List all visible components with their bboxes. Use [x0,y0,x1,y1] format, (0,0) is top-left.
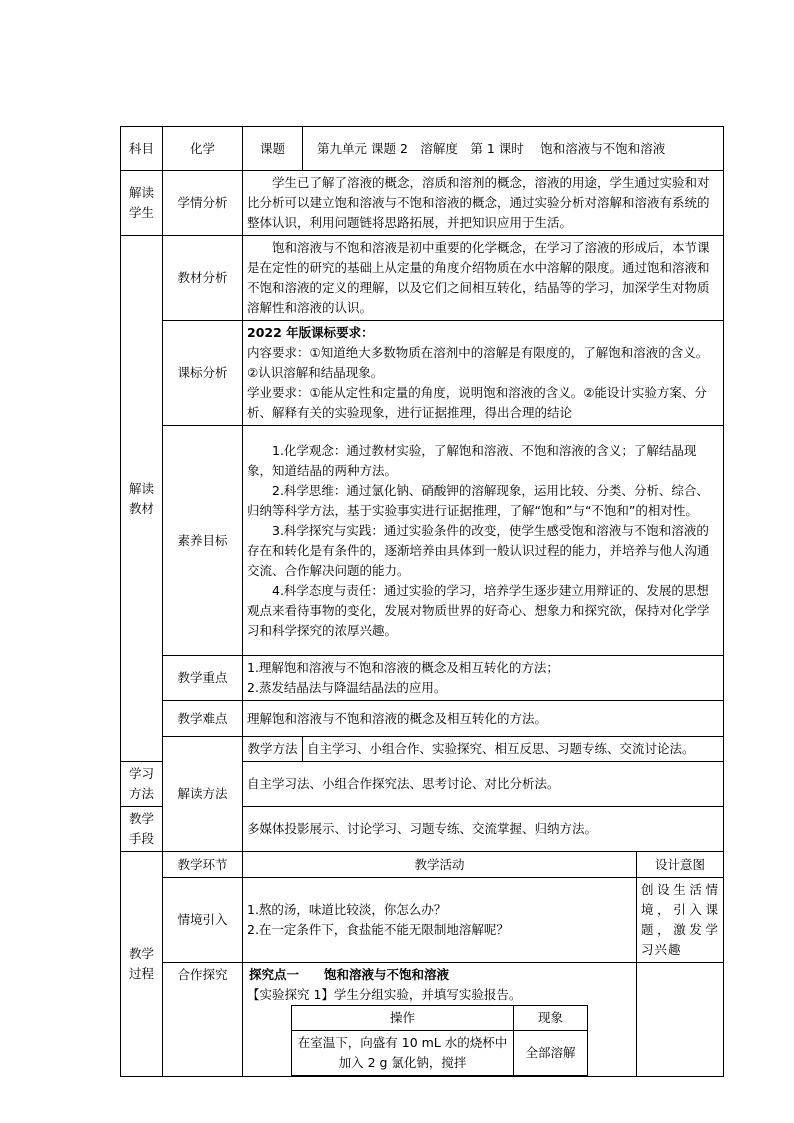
lesson-plan-document [120,126,723,1077]
intro-label: 情境引入 [163,878,243,963]
material-analysis-text: 饱和溶液与不饱和溶液是初中重要的化学概念，在学习了溶液的形成后，本节课是在定性的研究的基础上从定量的角度介绍物质在水中溶解的限度。通过饱和溶液和不饱和溶液的定义的理解，以及它们之间相互转化，结晶等的学习，加深学生对物质溶解性和溶液的认识。 [243,236,724,321]
col-activity: 教学活动 [243,852,637,878]
exp-col-operation: 操作 [292,1006,514,1031]
key-points-row [121,656,724,701]
teach-means-label: 教学手段 [121,807,163,852]
standard-cell [243,321,724,426]
intro-question-1: 1.熬的汤，味道比较淡，你怎么办？ [247,902,447,917]
section-student: 解读学生 [121,171,163,236]
goals-cell [243,426,724,656]
key-points-label: 教学重点 [163,656,243,701]
experiment-row [292,1031,588,1076]
learn-method-label: 学习方法 [121,762,163,807]
subject-value: 化学 [163,127,243,171]
experiment-header-row [292,1006,588,1031]
goal-2: 2.科学思维：通过氯化钠、硝酸钾的溶解现象，运用比较、分类、分析、综合、归纳等科学方法，基于实验事实进行证据推理，了解“饱和”与“不饱和”的相对性。 [247,482,709,518]
goals-label: 素养目标 [163,426,243,656]
difficulty-row [121,701,724,737]
section-process: 教学过程 [121,852,163,1077]
standard-content: 内容要求：①知道绝大多数物质在溶剂中的溶解是有限度的，了解饱和溶液的含义。②认识溶解和结晶现象。 [247,345,709,380]
standard-title: 2022 年版课标要求： [247,325,374,340]
intro-row [121,878,724,963]
col-stage: 教学环节 [163,852,243,878]
explore-title: 探究点一 饱和溶液与不饱和溶液 [249,967,450,982]
standard-label: 课标分析 [163,321,243,426]
key-point-1: 1.理解饱和溶液与不饱和溶液的概念及相互转化的方法； [247,660,559,675]
standard-academic: 学业要求：①能从定性和定量的角度，说明饱和溶液的含义。②能设计实验方案、分析、解释有关的实验现象，进行证据推理，得出合理的结论 [247,385,707,420]
key-point-2: 2.蒸发结晶法与降温结晶法的应用。 [247,680,447,695]
experiment-table [291,1005,588,1076]
goal-1: 1.化学观念：通过教材实验，了解饱和溶液、不饱和溶液的含义；了解结晶现象，知道结晶的两种方法。 [247,442,697,478]
goals-row [121,426,724,656]
difficulty-text: 理解饱和溶液与不饱和溶液的概念及相互转化的方法。 [243,701,724,737]
teach-method-text: 自主学习、小组合作、实验探究、相互反思、习题专练、交流讨论法。 [303,737,724,762]
key-points-cell [243,656,724,701]
teach-method-row [121,737,724,762]
material-analysis-row [121,236,724,321]
exp-col-phenomenon: 现象 [514,1006,588,1031]
standard-row [121,321,724,426]
goal-4: 4.科学态度与责任：通过实验的学习，培养学生逐步建立用辩证的、发展的思想观点来看待事物的变化，发展对物质世界的好奇心、想象力和探究欲，保持对化学学习和科学探究的浓厚兴趣。 [247,582,710,638]
coop-design [637,963,724,1077]
exp-row1-phenomenon: 全部溶解 [514,1031,588,1076]
student-row [121,171,724,236]
topic-label: 课题 [243,127,303,171]
intro-design: 创设生活情境，引入课题，激发学习兴趣 [637,878,724,963]
coop-row [121,963,724,1077]
teach-means-text: 多媒体投影展示、讨论学习、习题专练、交流掌握、归纳方法。 [243,807,724,852]
coop-cell [243,963,637,1077]
header-row [121,127,724,171]
lesson-plan-table [120,126,724,1077]
exp-row1-operation: 在室温下，向盛有 10 mL 水的烧杯中加入 2 g 氯化钠，搅拌 [292,1031,514,1076]
intro-cell [243,878,637,963]
student-analysis-label: 学情分析 [163,171,243,236]
topic-value: 第九单元 课题 2 溶解度 第 1 课时 饱和溶液与不饱和溶液 [303,127,724,171]
difficulty-label: 教学难点 [163,701,243,737]
material-analysis-label: 教材分析 [163,236,243,321]
section-material: 解读教材 [121,236,163,762]
subject-label: 科目 [121,127,163,171]
teach-method-label: 教学方法 [243,737,303,762]
col-design: 设计意图 [637,852,724,878]
goal-3: 3.科学探究与实践：通过实验条件的改变，使学生感受饱和溶液与不饱和溶液的存在和转化是有条件的，逐渐培养由具体到一般认识过程的能力，并培养与他人沟通交流、合作解决问题的能力。 [247,522,710,578]
process-header-row [121,852,724,878]
learn-method-text: 自主学习法、小组合作探究法、思考讨论、对比分析法。 [243,762,724,807]
coop-label: 合作探究 [163,963,243,1077]
intro-question-2: 2.在一定条件下，食盐能不能无限制地溶解呢？ [247,922,509,937]
section-methods: 解读方法 [163,737,243,852]
experiment-title: 【实验探究 1】学生分组实验，并填写实验报告。 [247,987,522,1002]
student-analysis-text: 学生已了解了溶液的概念，溶质和溶剂的概念，溶液的用途，学生通过实验和对比分析可以建立饱和溶液与不饱和溶液的概念，通过实验分析对溶解和溶液有系统的整体认识，利用问题链将思路拓展，并把知识应用于生活。 [243,171,724,236]
